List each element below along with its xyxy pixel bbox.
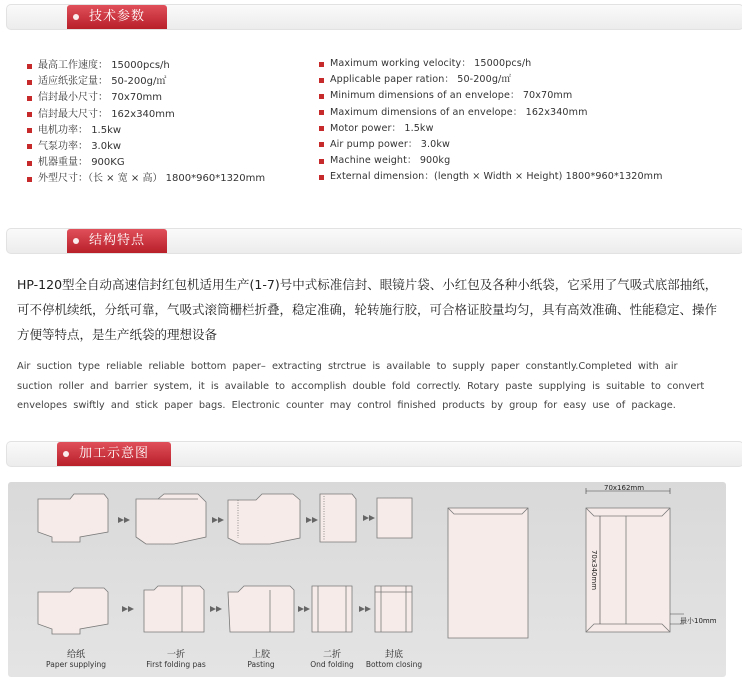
dimension-drawing [586, 508, 670, 632]
dimension-width-label: 70x162mm [604, 484, 645, 492]
specs-section-title: 技术参数 [67, 5, 167, 29]
spec-item [316, 121, 663, 137]
spec-value: 50-200g/㎡ [111, 76, 167, 88]
process-section-header [6, 441, 742, 467]
spec-value: 15000pcs/h [474, 58, 532, 69]
step-caption-5 [362, 650, 426, 670]
spec-label: 电机功率： [38, 124, 88, 136]
dimension-height-label: 70x340mm [590, 549, 599, 591]
bottom-step-5-envelope [375, 586, 412, 632]
spec-label: Minimum dimensions of an envelope： [330, 90, 520, 102]
large-envelope-front [448, 508, 528, 638]
top-step-1-envelope [38, 494, 108, 542]
step-4-en: Ond folding [310, 660, 354, 669]
spec-value: 1.5kw [404, 122, 434, 134]
bottom-step-2-envelope [144, 586, 204, 632]
top-step-4-envelope [320, 494, 356, 542]
process-diagram [8, 482, 726, 677]
step-caption-2 [136, 650, 216, 670]
step-caption-4 [304, 650, 360, 670]
process-illustration [8, 482, 726, 677]
step-caption-1 [36, 650, 116, 670]
spec-item [316, 88, 663, 104]
spec-value: 900kg [419, 155, 451, 167]
specs-section-header [6, 4, 742, 30]
spec-value: 50-200g/㎡ [457, 74, 512, 86]
spec-value: 162x340mm [111, 108, 175, 120]
spec-label: Air pump power： [330, 138, 418, 150]
top-step-5-envelope [377, 498, 412, 538]
step-2-en: First folding pas [146, 660, 206, 669]
spec-label: 外型尺寸：（长 × 宽 × 高） [38, 173, 163, 185]
step-3-en: Pasting [247, 660, 275, 669]
spec-label: Motor power： [330, 122, 402, 134]
spec-item [316, 137, 663, 153]
spec-label: 信封最小尺寸： [38, 92, 108, 104]
spec-label: Machine weight： [330, 155, 417, 167]
spec-value: 3.0kw [91, 140, 122, 152]
spec-item [316, 169, 663, 185]
spec-value: 3.0kw [420, 138, 450, 150]
step-caption-3 [226, 650, 296, 670]
step-1-en: Paper supplying [46, 660, 106, 669]
bottom-step-3-envelope [228, 586, 294, 632]
spec-item [316, 153, 663, 169]
spec-value: 1800*960*1320mm [165, 173, 266, 185]
spec-label: Applicable paper ration： [330, 74, 455, 86]
spec-value: 162x340mm [525, 106, 588, 118]
spec-label: Maximum working velocity： [330, 58, 472, 69]
spec-value: 1.5kw [91, 124, 122, 136]
spec-item [24, 107, 265, 123]
spec-value: 15000pcs/h [111, 60, 170, 71]
process-section-title: 加工示意图 [57, 442, 171, 466]
spec-label: 最高工作速度： [38, 60, 108, 71]
spec-label: 机器重量： [38, 157, 88, 169]
spec-value: 70x70mm [111, 92, 163, 104]
spec-value: 900KG [91, 157, 125, 169]
step-3-cn: 上胶 [251, 650, 270, 660]
specs-list-en [316, 56, 663, 186]
step-1-cn: 给纸 [66, 650, 85, 660]
spec-item [24, 58, 265, 74]
spec-item [24, 155, 265, 171]
top-step-2-envelope [136, 494, 206, 544]
structure-section-title: 结构特点 [67, 229, 167, 253]
spec-item [24, 139, 265, 155]
structure-section-header [6, 228, 742, 254]
structure-description-en: Air suction type reliable reliable bottom paper– extracting strctrue is available to supply paper constantly.Completed with air suction roller and barrier system, it is available to accomplish double fold correctly. Rotary paste supplying is suitable to convert envelopes swiftly and stick paper bags. Electronic counter may control finished products by group for easy use of package. [17, 361, 705, 411]
top-step-3-envelope [228, 494, 300, 544]
spec-item [24, 171, 265, 187]
spec-label: 信封最大尺寸： [38, 108, 108, 120]
dimension-min-label: 最小10mm [680, 617, 717, 625]
spec-label: 气泵功率： [38, 140, 88, 152]
spec-value: 70x70mm [522, 90, 573, 102]
spec-item [24, 123, 265, 139]
spec-item [316, 56, 663, 72]
spec-item [24, 90, 265, 106]
spec-item [24, 74, 265, 90]
spec-label: 适应纸张定量： [38, 76, 108, 88]
step-4-cn: 二折 [322, 650, 341, 660]
spec-label: External dimension：(length × Width × Height) [330, 171, 563, 183]
specs-list-cn [24, 58, 265, 188]
structure-description-cn: HP-120型全自动高速信封红包机适用生产(1-7)号中式标准信封、眼镜片袋、小红包及各种小纸袋，它采用了气吸式底部抽纸，可不停机续纸，分纸可靠，气吸式滚筒栅栏折叠，稳定准确，轮转施行胶，可合格证胶量均匀，具有高效准确、性能稳定、操作方便等特点，是生产纸袋的理想设备 [17, 277, 718, 342]
step-2-cn: 一折 [166, 650, 185, 660]
spec-label: Maximum dimensions of an envelope： [330, 106, 523, 118]
step-5-cn: 封底 [384, 650, 403, 660]
step-5-en: Bottom closing [365, 660, 423, 669]
bottom-step-1-envelope [38, 588, 108, 634]
spec-item [316, 72, 663, 88]
bottom-step-4-envelope [312, 586, 352, 632]
spec-item [316, 105, 663, 121]
spec-value: 1800*960*1320mm [565, 171, 663, 183]
